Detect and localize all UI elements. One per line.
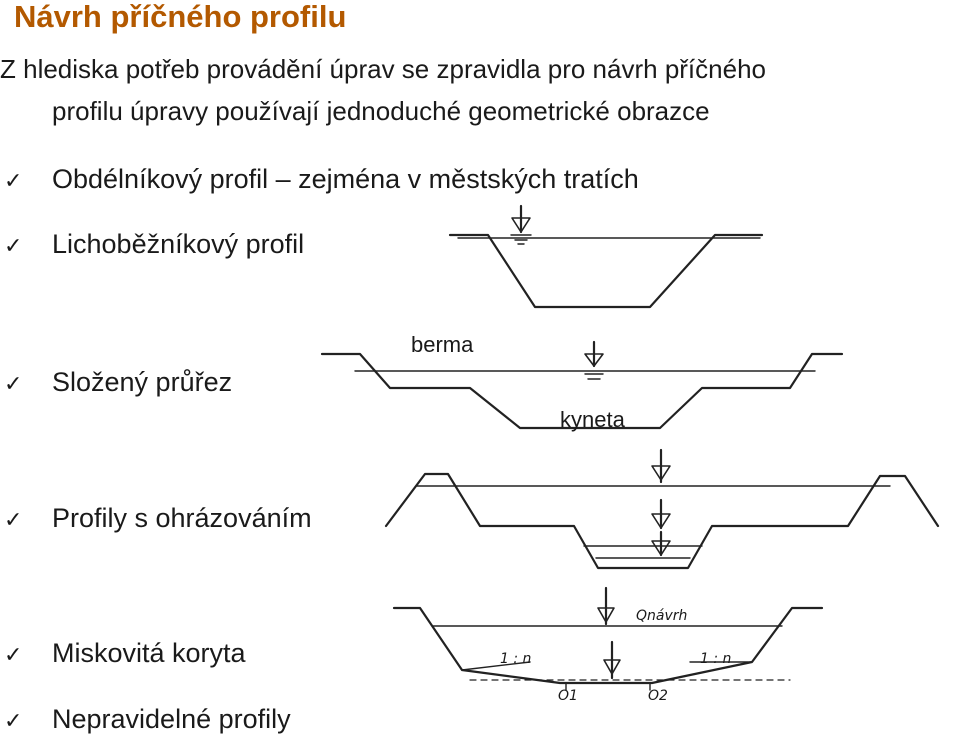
- flow-label: Qnávrh: [636, 608, 688, 624]
- check-icon: ✓: [4, 643, 23, 668]
- check-icon: ✓: [4, 169, 23, 194]
- bullet-label: Nepravidelné profily: [52, 704, 291, 734]
- check-icon: ✓: [4, 234, 23, 259]
- trapezoid-profile-diagram: [450, 206, 762, 307]
- check-icon: ✓: [4, 508, 23, 533]
- water-level-icon: [585, 342, 603, 379]
- berma-label: berma: [411, 332, 474, 357]
- intro-line-1: Z hlediska potřeb provádění úprav se zpravidla pro návrh příčného: [0, 54, 766, 84]
- kyneta-label: kyneta: [560, 407, 625, 432]
- slope-label-left: 1 : n: [500, 651, 532, 667]
- flow-arrow-icon: [598, 588, 614, 624]
- point-label-1: O1: [558, 688, 578, 704]
- point-label-2: O2: [648, 688, 668, 704]
- water-level-icon-low: [652, 532, 670, 555]
- bullet-label: Složený průřez: [52, 367, 233, 397]
- check-icon: ✓: [4, 709, 23, 734]
- bullet-label: Lichoběžníkový profil: [52, 229, 305, 259]
- bullet-label: Obdélníkový profil – zejména v městských tratích: [52, 164, 639, 194]
- water-level-icon: [604, 642, 620, 678]
- bullet-label: Profily s ohrázováním: [52, 503, 312, 533]
- check-icon: ✓: [4, 372, 23, 397]
- levee-profile-diagram: [386, 450, 938, 568]
- water-level-icon-top: [652, 450, 670, 482]
- page-title: Návrh příčného profilu: [14, 0, 347, 34]
- slope-label-right: 1 : n: [700, 651, 732, 667]
- water-level-icon-mid: [652, 500, 670, 528]
- intro-line-2: profilu úpravy používají jednoduché geometrické obrazce: [52, 96, 710, 126]
- bowl-channel-diagram: [394, 588, 822, 690]
- bullet-label: Miskovitá koryta: [52, 638, 246, 668]
